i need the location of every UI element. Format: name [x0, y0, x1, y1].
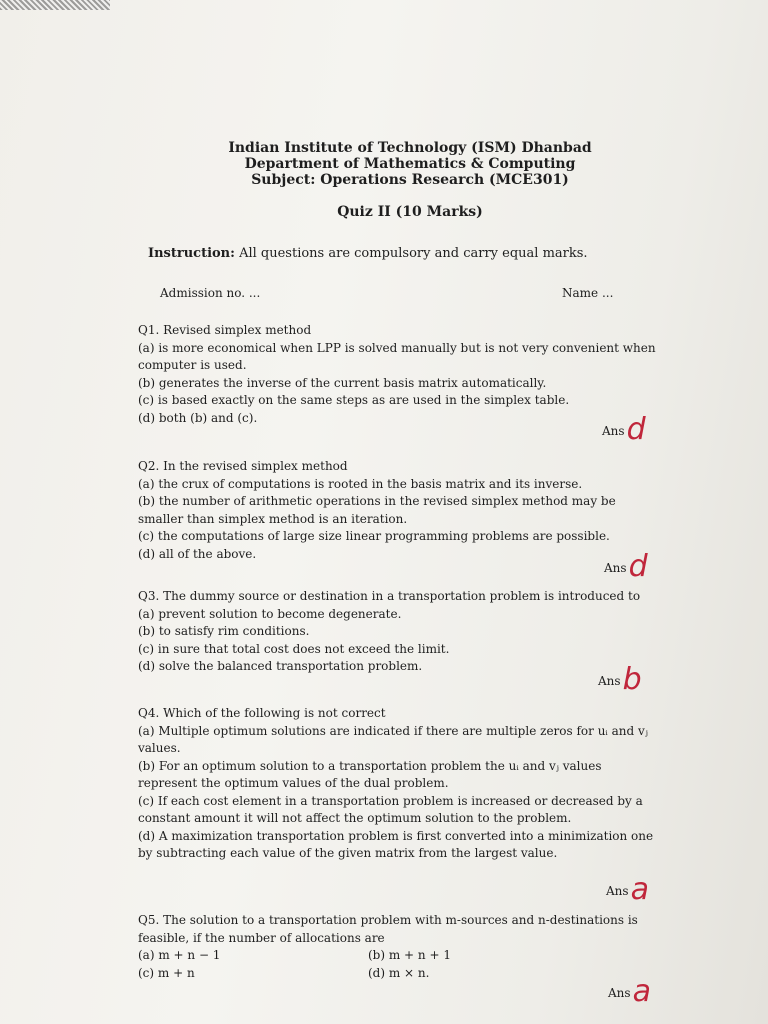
- answer-label: Ans: [606, 884, 629, 898]
- option-b: (b) the number of arithmetic operations in the revised simplex method may be smaller than simplex method is an iteration.: [138, 494, 616, 526]
- handwritten-answer: d: [628, 549, 648, 584]
- option-a: (a) the crux of computations is rooted in the basis matrix and its inverse.: [138, 476, 583, 491]
- answer-5: [608, 970, 651, 1009]
- answer-label: Ans: [608, 986, 631, 1000]
- question-stem: Q3. The dummy source or destination in a transportation problem is introduced to: [138, 589, 641, 603]
- department-name: Department of Mathematics & Computing: [244, 156, 576, 172]
- admission-field: Admission no. ...: [160, 286, 261, 300]
- option-a: (a) prevent solution to become degenerate.: [138, 606, 402, 621]
- handwritten-answer: a: [632, 974, 651, 1009]
- name-field: Name ...: [562, 286, 614, 300]
- option-d: (d) solve the balanced transportation problem.: [138, 659, 423, 673]
- option-c: (c) is based exactly on the same steps as are used in the simplex table.: [138, 393, 570, 407]
- options-row-2: [138, 965, 658, 983]
- subject-title: Subject: Operations Research (MCE301): [251, 172, 569, 188]
- options-row-1: [138, 947, 658, 965]
- option-c: (c) If each cost element in a transportation problem is increased or decreased by a constant amount it will not affect the optimum solution to the problem.: [138, 793, 643, 825]
- option-d: (d) m × n.: [368, 965, 430, 980]
- instruction: [148, 246, 588, 261]
- answer-label: Ans: [604, 561, 627, 575]
- handwritten-answer: a: [630, 872, 649, 907]
- option-d: (d) A maximization transportation problem is first converted into a minimization one by subtracting each value of the given matrix from the largest value.: [138, 828, 654, 860]
- option-a: (a) Multiple optimum solutions are indicated if there are multiple zeros for uᵢ and vⱼ values.: [138, 723, 648, 755]
- answer-4: [606, 868, 649, 907]
- question-1: [138, 322, 658, 427]
- option-b: (b) generates the inverse of the current basis matrix automatically.: [138, 375, 547, 390]
- question-stem: Q4. Which of the following is not correct: [138, 706, 386, 720]
- quiz-title: Quiz II (10 Marks): [337, 204, 483, 220]
- question-stem: Q1. Revised simplex method: [138, 323, 312, 337]
- option-a: (a) m + n − 1: [138, 948, 221, 962]
- option-b: (b) For an optimum solution to a transportation problem the uᵢ and vⱼ values represent the optimum values of the dual problem.: [138, 758, 602, 790]
- option-d: (d) both (b) and (c).: [138, 410, 258, 425]
- answer-1: [602, 408, 646, 447]
- option-b: (b) to satisfy rim conditions.: [138, 624, 310, 638]
- question-stem: Q5. The solution to a transportation problem with m-sources and n-destinations is feasible, if the number of allocations are: [138, 913, 638, 945]
- option-c: (c) the computations of large size linear programming problems are possible.: [138, 529, 610, 543]
- handwritten-answer: b: [622, 662, 642, 697]
- question-stem: Q2. In the revised simplex method: [138, 459, 348, 473]
- instruction-label: Instruction:: [148, 246, 235, 261]
- option-c: (c) in sure that total cost does not exceed the limit.: [138, 641, 450, 656]
- handwritten-answer: d: [626, 412, 646, 447]
- answer-3: [598, 658, 642, 697]
- option-a: (a) is more economical when LPP is solved manually but is not very convenient when computer is used.: [138, 340, 656, 372]
- institute-name: Indian Institute of Technology (ISM) Dhanbad: [228, 140, 592, 156]
- answer-label: Ans: [602, 424, 625, 438]
- option-d: (d) all of the above.: [138, 546, 257, 561]
- question-2: [138, 458, 658, 563]
- question-3: [138, 588, 658, 676]
- option-b: (b) m + n + 1: [368, 948, 451, 962]
- option-c: (c) m + n: [138, 965, 195, 980]
- instruction-text: All questions are compulsory and carry equal marks.: [239, 246, 588, 261]
- question-5: [138, 912, 658, 982]
- answer-label: Ans: [598, 674, 621, 688]
- question-4: [138, 705, 658, 863]
- answer-2: [604, 545, 648, 584]
